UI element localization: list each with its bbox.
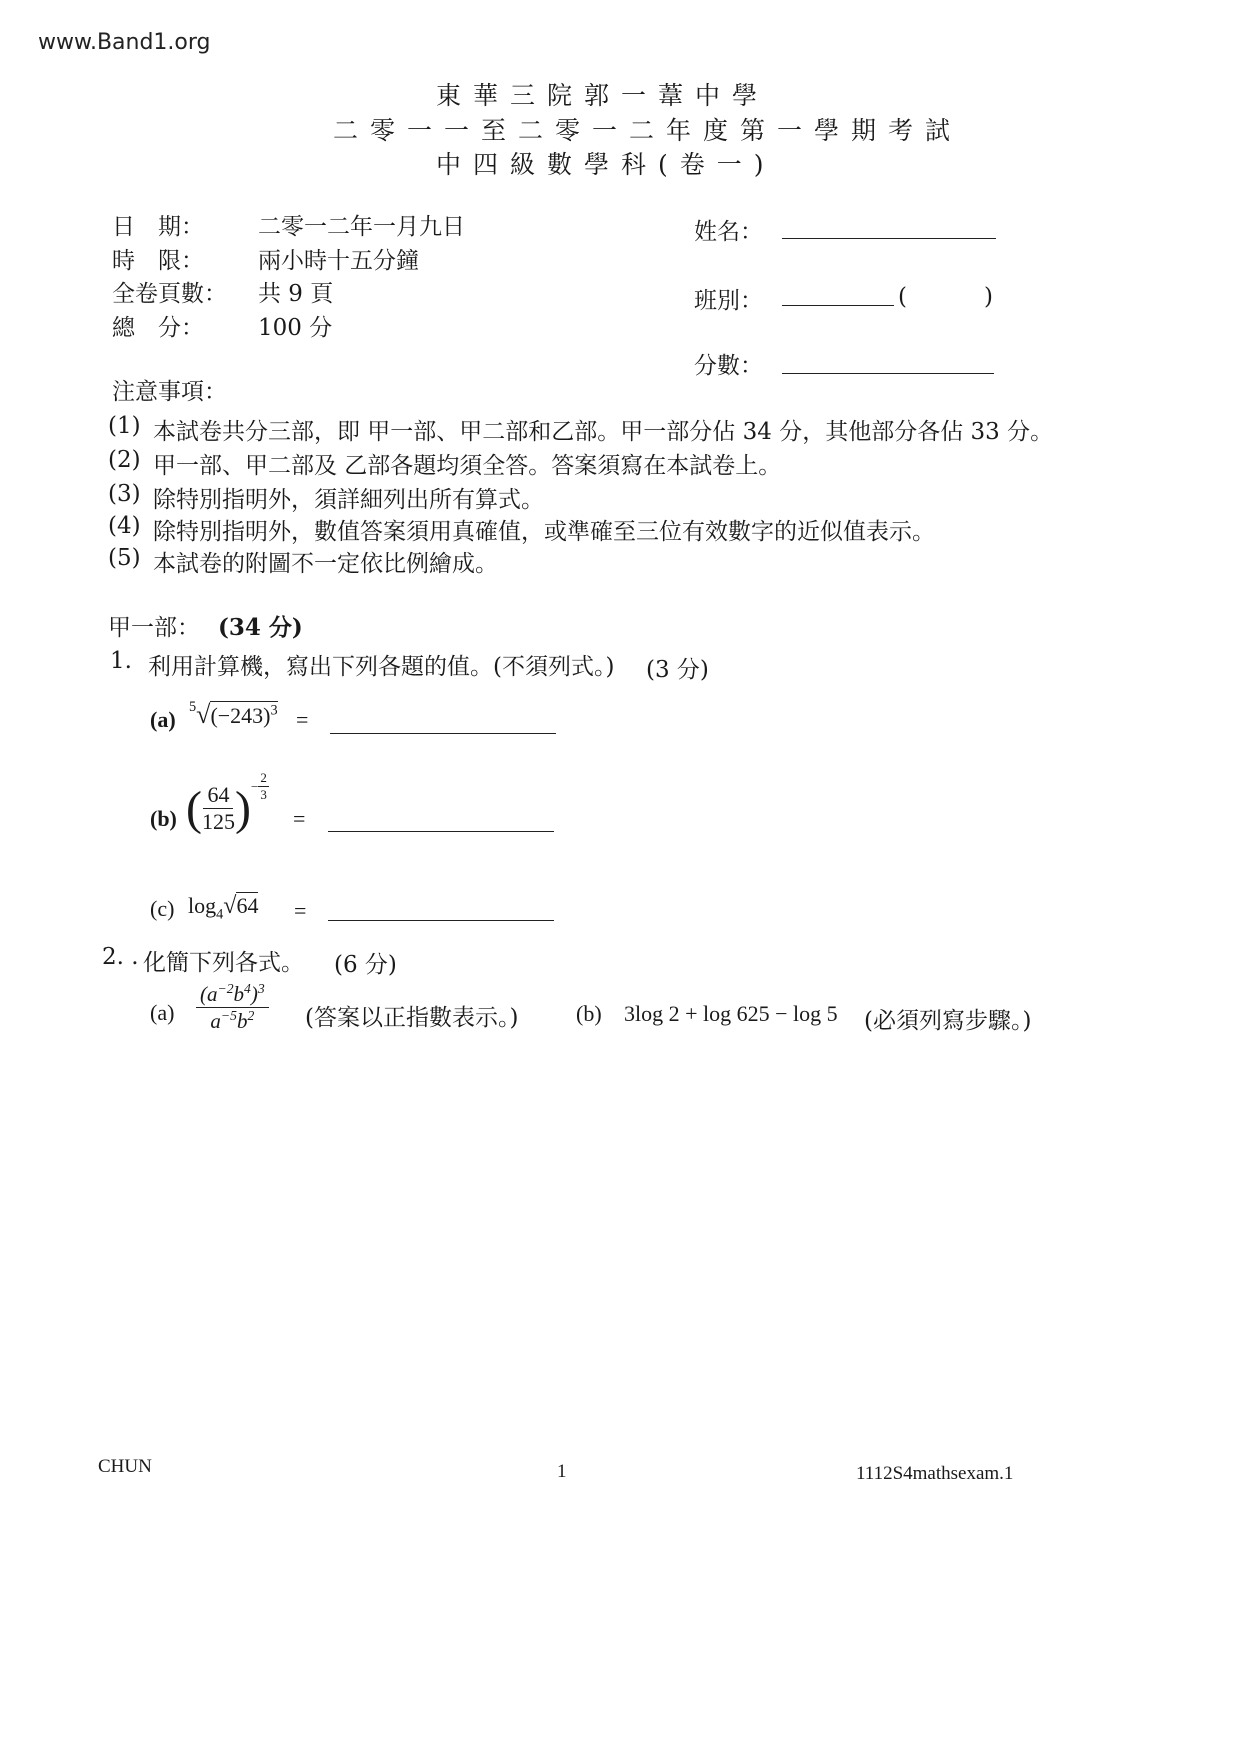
pages-label: 全卷頁數： xyxy=(112,281,227,307)
q1-marks: (3 分) xyxy=(646,657,709,683)
note-text: 除特別指明外，須詳細列出所有算式。 xyxy=(153,487,544,513)
marks-label: 總 分： xyxy=(112,315,204,341)
den-base-a: a xyxy=(210,1009,221,1033)
marks-value: 100 分 xyxy=(258,315,333,341)
watermark: www.Band1.org xyxy=(38,30,211,55)
q1c-equals: = xyxy=(294,898,307,923)
num-base-a: (a xyxy=(200,982,218,1006)
note-num: (1) xyxy=(108,413,141,439)
num-exp-b: 4 xyxy=(244,981,251,996)
note-num: (5) xyxy=(108,545,141,571)
q1c-answer-line[interactable] xyxy=(328,920,554,921)
q1b-answer-line[interactable] xyxy=(328,831,554,832)
num-outer-exp: 3 xyxy=(257,981,265,996)
right-paren: ) xyxy=(234,781,251,835)
footer-left: CHUN xyxy=(98,1456,152,1477)
time-value: 兩小時十五分鐘 xyxy=(258,248,419,274)
left-paren: ( xyxy=(186,781,202,835)
q1b-expression xyxy=(186,770,269,835)
note-text: 本試卷的附圖不一定依比例繪成。 xyxy=(153,551,498,577)
exam-title: 二零一一至二零一二年度第一學期考試 xyxy=(333,116,963,145)
exp-sign: − xyxy=(250,778,259,794)
q2b-expression: 3log 2 + log 625 − log 5 xyxy=(624,1001,838,1026)
q1b-equals: = xyxy=(293,806,306,831)
q2a-numerator xyxy=(196,981,269,1008)
note-num: (4) xyxy=(108,513,141,539)
q2-marks: (6 分) xyxy=(334,952,397,978)
q1c-label: (c) xyxy=(150,896,175,921)
q1a-label: (a) xyxy=(150,707,176,732)
q1a-radicand-group xyxy=(210,701,277,728)
class-paren-close: ) xyxy=(984,284,993,310)
score-answer-line[interactable] xyxy=(782,373,994,374)
den-exp-a: −5 xyxy=(220,1008,237,1023)
q1-number: 1. xyxy=(110,648,132,674)
log-word: log xyxy=(188,893,217,918)
power: 3 xyxy=(270,702,278,719)
note-text: 除特別指明外，數值答案須用真確值，或準確至三位有效數字的近似值表示。 xyxy=(153,519,935,545)
note-text: 本試卷共分三部，即 甲一部、甲二部和乙部。甲一部分佔 34 分，其他部分各佔 33 分。 xyxy=(153,419,1054,445)
pages-value: 共 9 頁 xyxy=(258,281,334,307)
q2b-label: (b) xyxy=(576,1001,602,1026)
numerator: 64 xyxy=(203,782,233,809)
class-answer-line[interactable] xyxy=(782,305,894,306)
num-close-paren: ) xyxy=(250,982,258,1006)
q1b-label: (b) xyxy=(150,806,177,831)
q1b-exponent xyxy=(251,770,269,803)
note-text: 甲一部、甲二部及 乙部各題均須全答。答案須寫在本試卷上。 xyxy=(153,453,782,479)
class-label: 班別： xyxy=(694,288,763,314)
q2a-note: (答案以正指數表示。) xyxy=(305,1005,519,1031)
radical-sign: √ xyxy=(196,700,211,729)
exp-fraction xyxy=(258,770,269,803)
q2a-fraction xyxy=(196,981,269,1034)
q1a-equals: = xyxy=(296,707,309,732)
log-base: 4 xyxy=(216,906,224,923)
num-exp-a: −2 xyxy=(217,981,234,996)
root-index: 5 xyxy=(189,698,197,715)
name-answer-line[interactable] xyxy=(782,238,996,239)
q1a-answer-line[interactable] xyxy=(330,733,556,734)
q1a-expression xyxy=(189,700,278,730)
den-exp-b: 2 xyxy=(247,1008,255,1023)
section-marks: (34 分) xyxy=(218,614,303,641)
name-label: 姓名： xyxy=(694,219,763,245)
subject-title: 中四級數學科(卷一) xyxy=(436,150,776,179)
q2a-denominator xyxy=(210,1008,254,1034)
page-number: 1 xyxy=(557,1461,567,1482)
q2-text: 化簡下列各式。 xyxy=(143,950,304,976)
radicand: 64 xyxy=(236,893,259,918)
school-title: 東華三院郭一葦中學 xyxy=(436,81,770,110)
q1b-fraction xyxy=(202,782,235,835)
radicand: (−243) xyxy=(210,703,271,728)
section-title: 甲一部： xyxy=(108,615,200,641)
num-base-b: b xyxy=(233,982,245,1006)
q1-text: 利用計算機，寫出下列各題的值。(不須列式。) xyxy=(148,654,615,680)
denominator: 125 xyxy=(201,809,235,834)
score-label: 分數： xyxy=(694,353,763,379)
q2b-note: (必須列寫步驟。) xyxy=(864,1008,1032,1034)
note-num: (3) xyxy=(108,481,141,507)
notes-heading: 注意事項： xyxy=(112,379,227,405)
q1c-expression xyxy=(188,893,258,923)
class-paren-open: ( xyxy=(898,284,907,310)
q2-number: 2. . xyxy=(102,944,139,970)
footer-right: 1112S4mathsexam.1 xyxy=(856,1463,1014,1484)
q2a-label: (a) xyxy=(150,1000,175,1025)
exp-denominator: 3 xyxy=(260,787,267,802)
date-label: 日 期： xyxy=(112,214,204,240)
q2a-expression xyxy=(196,981,269,1034)
time-label: 時 限： xyxy=(112,248,204,274)
exp-numerator: 2 xyxy=(260,770,267,785)
date-value: 二零一二年一月九日 xyxy=(258,214,465,240)
radical-sign: √ xyxy=(223,893,237,919)
note-num: (2) xyxy=(108,447,141,473)
den-base-b: b xyxy=(236,1009,248,1033)
